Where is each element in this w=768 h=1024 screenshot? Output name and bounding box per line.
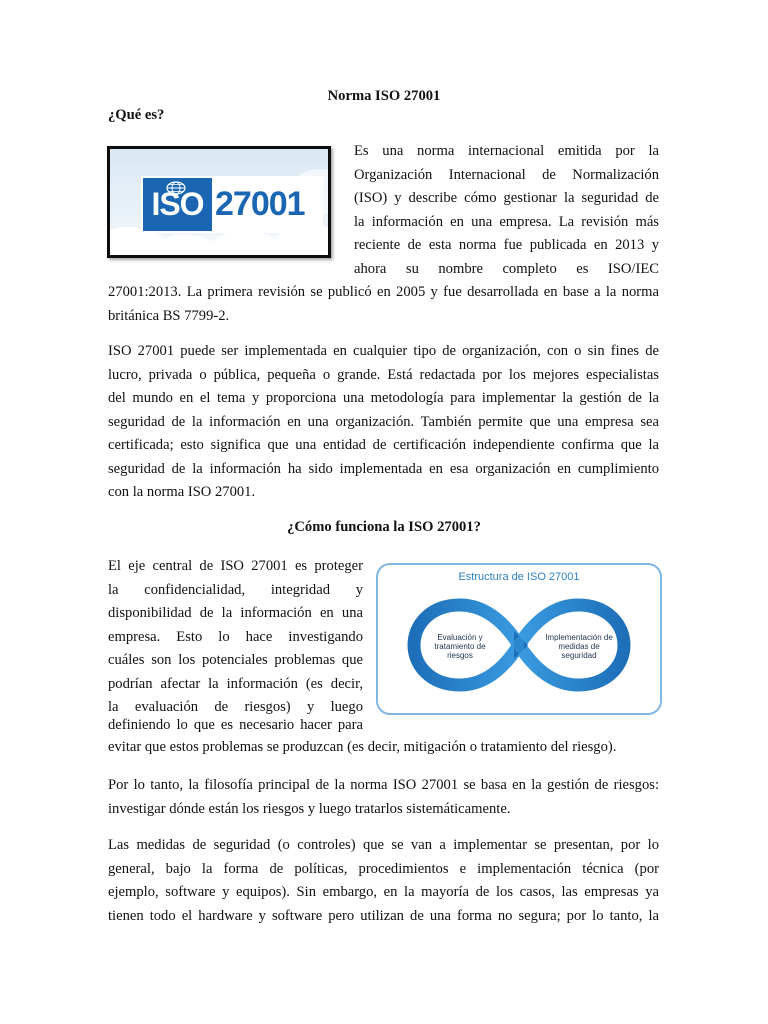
diagram-label-evaluacion: Evaluación y tratamiento de riesgos [434, 633, 486, 660]
iso-box-text: ISO [143, 178, 212, 231]
text-line: la información en una empresa. La revisión más [354, 213, 659, 230]
infinity-loop-shape [378, 565, 660, 713]
text-line: investigar dónde están los riesgos y luego tratarlos sistemáticamente. [108, 800, 511, 817]
text-line: reciente de esta norma fue publicada en 2013 y [354, 237, 659, 253]
text-line: definiendo lo que es necesario hacer para [108, 717, 363, 733]
text-line: la evaluación de riesgos) y luego [108, 699, 363, 715]
text-line: la confidencialidad, integridad y [108, 581, 363, 598]
section-heading-como-funciona: ¿Cómo funciona la ISO 27001? [287, 519, 481, 535]
iso-structure-diagram [376, 563, 662, 715]
diagram-label-implementacion: Implementación de medidas de seguridad [545, 633, 613, 660]
text-line: tienen todo el hardware y software pero utilizan de una forma no segura; por lo tanto, la [108, 907, 659, 924]
iso-badge [141, 176, 323, 233]
text-line: cuáles son los potenciales problemas que [108, 652, 363, 668]
text-line: británica BS 7799-2. [108, 307, 230, 324]
text-line: El eje central de ISO 27001 es proteger [108, 558, 363, 574]
text-line: ahora su nombre completo es ISO/IEC [354, 260, 659, 277]
iso-number-text: 27001 [215, 185, 305, 223]
text-line: del mundo en el tema y proporciona una metodología para implementar la gestión de la [108, 390, 659, 406]
text-line: (ISO) y describe cómo gestionar la seguridad de [354, 190, 659, 206]
text-line: general, bajo la forma de políticas, procedimientos e implementación técnica (por [108, 860, 659, 877]
text-line: lucro, privada o pública, pequeña o grande. Está redactada por los mejores especialistas [108, 366, 659, 383]
iso-27001-logo-image [107, 146, 331, 258]
text-line: con la norma ISO 27001. [108, 484, 256, 500]
text-line: empresa. Esto lo hace investigando [108, 628, 363, 645]
document-title: Norma ISO 27001 [327, 88, 441, 104]
text-line: evitar que estos problemas se produzcan (es decir, mitigación o tratamiento del riesgo). [108, 739, 617, 755]
text-line: ISO 27001 puede ser implementada en cualquier tipo de organización, con o sin fines de [108, 343, 659, 359]
text-line: podrían afectar la información (es decir, [108, 675, 363, 692]
text-line: Es una norma internacional emitida por la [354, 143, 659, 159]
text-line: Las medidas de seguridad (o controles) que se van a implementar se presentan, por lo [108, 837, 659, 853]
text-line: disponibilidad de la información en una [108, 605, 363, 621]
text-line: seguridad de la información en una organización. También permite que una empresa sea [108, 413, 659, 430]
diagram-title: Estructura de ISO 27001 [458, 571, 580, 583]
text-line: 27001:2013. La primera revisión se publicó en 2005 y fue desarrollada en base a la norma [108, 284, 659, 300]
text-line: seguridad de la información ha sido implementada en esa organización en cumplimiento [108, 460, 659, 477]
text-line: Organización Internacional de Normalización [354, 166, 659, 183]
globe-icon [166, 181, 186, 195]
section-heading-que-es: ¿Qué es? [108, 107, 165, 123]
text-line: ejemplo, software y equipos). Sin embargo, en la mayoría de los casos, las empresas ya [108, 884, 659, 900]
text-line: certificada; esto significa que una entidad de certificación independiente confirma que la [108, 437, 659, 453]
text-line: Por lo tanto, la filosofía principal de la norma ISO 27001 se basa en la gestión de riesgos: [108, 777, 659, 793]
